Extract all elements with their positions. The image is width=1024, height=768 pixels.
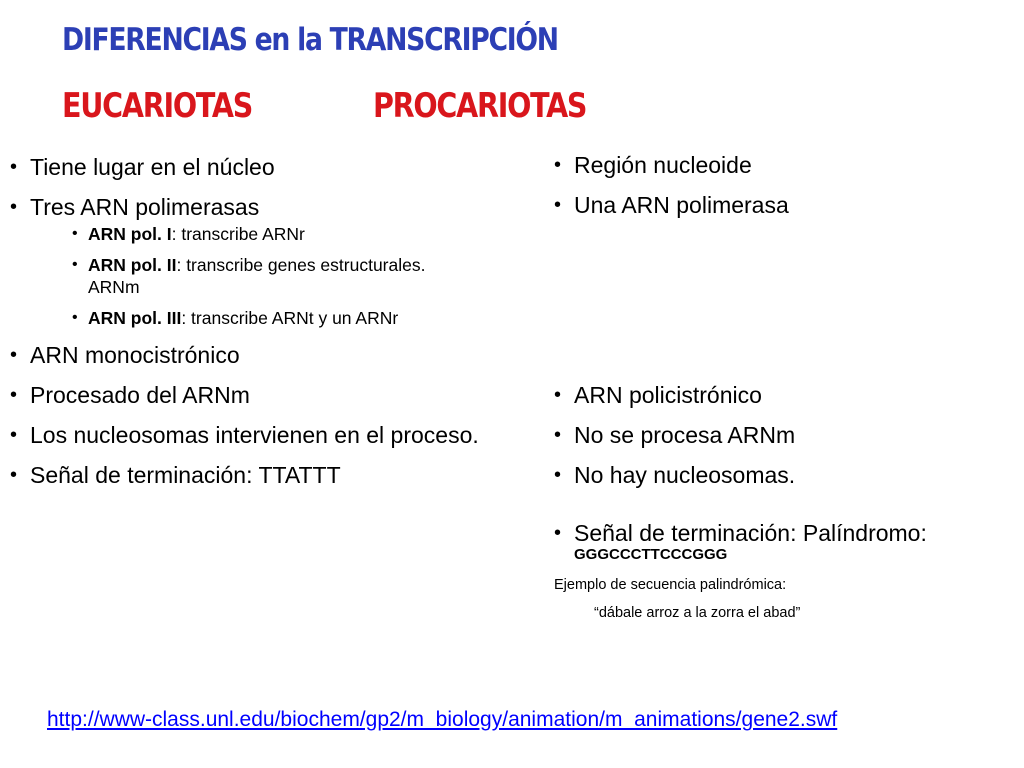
list-item: • ARN policistrónico <box>554 381 1014 409</box>
list-item-text: Tres ARN polimerasas <box>30 194 260 220</box>
polymerase-desc: : transcribe ARNt y un ARNr <box>181 308 399 328</box>
example-quote: “dábale arroz a la zorra el abad” <box>594 605 801 621</box>
polymerase-desc: : transcribe genes estructurales. ARNm <box>88 255 426 297</box>
list-item <box>10 193 480 329</box>
polymerase-desc: : transcribe ARNr <box>171 224 305 244</box>
sublist <box>30 223 480 329</box>
eucariotas-list <box>10 153 480 501</box>
list-item: • Tiene lugar en el núcleo <box>10 153 480 181</box>
palindrome-sequence: GGGCCCTTCCCGGG <box>574 546 728 563</box>
slide-title: DIFERENCIAS en la TRANSCRIPCIÓN <box>62 22 558 58</box>
list-item: • Señal de terminación: TTATTT <box>10 461 480 489</box>
example-label: Ejemplo de secuencia palindrómica: <box>554 577 787 593</box>
procariotas-list <box>554 151 1014 623</box>
procariotas-header: PROCARIOTAS <box>373 86 587 126</box>
list-item: • No se procesa ARNm <box>554 421 1014 449</box>
list-item: • Procesado del ARNm <box>10 381 480 409</box>
sublist-item <box>30 254 480 298</box>
gene-animation-link[interactable]: http://www-class.unl.edu/biochem/gp2/m_biology/animation/m_animations/gene2.swf <box>47 708 838 731</box>
list-item: • ARN monocistrónico <box>10 341 480 369</box>
list-item: • Los nucleosomas intervienen en el proceso. <box>10 421 480 449</box>
polymerase-name: ARN pol. III <box>88 308 182 328</box>
sublist-item <box>30 307 480 329</box>
polymerase-name: ARN pol. II <box>88 255 177 275</box>
termination-item <box>554 519 1014 563</box>
eucariotas-header: EUCARIOTAS <box>62 86 252 126</box>
list-item: • Una ARN polimerasa <box>554 191 1014 219</box>
sublist-item <box>30 223 480 245</box>
list-item: • No hay nucleosomas. <box>554 461 1014 489</box>
termination-text: Señal de terminación: Palíndromo: <box>574 520 927 546</box>
list-item: • Región nucleoide <box>554 151 1014 179</box>
polymerase-name: ARN pol. I <box>88 224 172 244</box>
